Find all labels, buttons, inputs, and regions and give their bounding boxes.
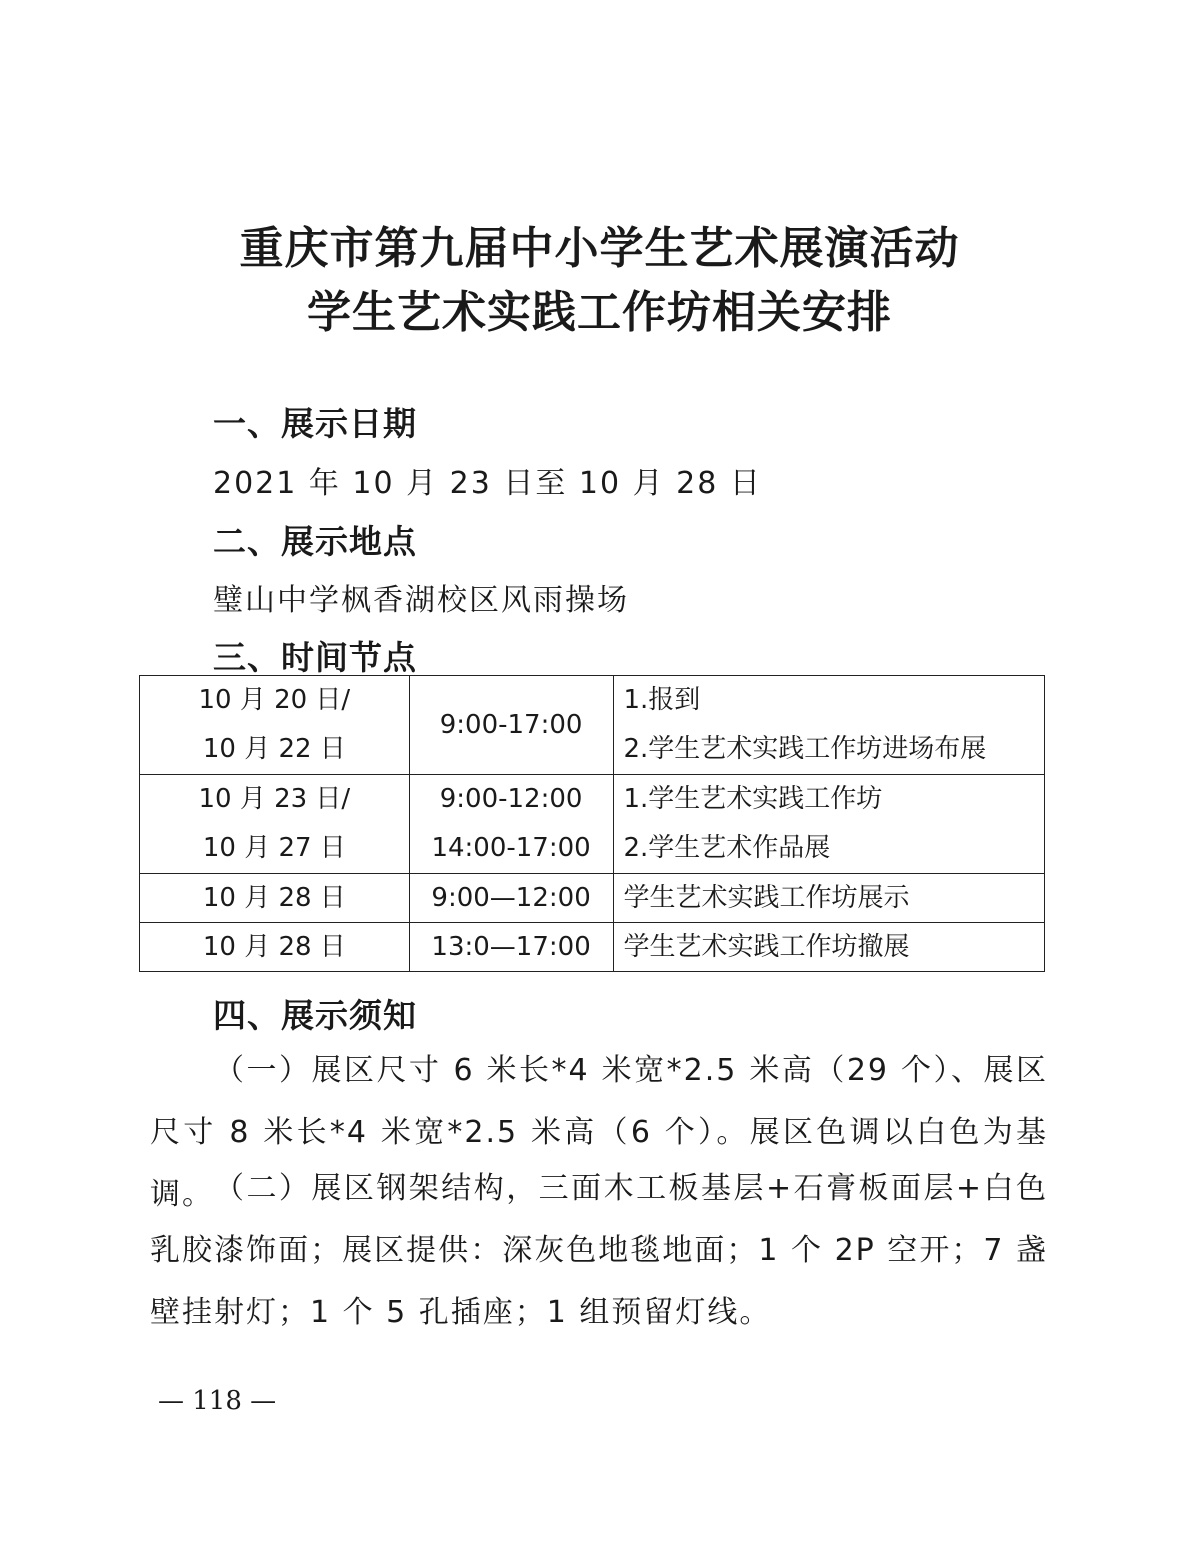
date-line: 10 月 20 日/ [198,685,351,715]
items-cell [613,874,1045,923]
section-2-heading: 二、展示地点 [213,522,417,561]
item-line: 2.学生艺术作品展 [623,833,831,863]
time-cell [409,874,613,923]
time-line: 9:00-17:00 [439,709,583,740]
time-line: 9:00-12:00 [439,784,583,814]
item-line: 学生艺术实践工作坊撤展 [623,932,910,962]
item-line: 学生艺术实践工作坊展示 [623,883,910,913]
date-cell [140,923,410,972]
date-cell [140,676,410,775]
date-cell [140,775,410,874]
items-cell [613,923,1045,972]
date-line: 10 月 27 日 [202,833,346,863]
time-line: 9:00—12:00 [431,883,591,913]
item-line: 2.学生艺术实践工作坊进场布展 [623,734,987,764]
item-line: 1.学生艺术实践工作坊 [623,784,883,814]
section-1-heading: 一、展示日期 [213,404,417,443]
table-row [140,923,1045,972]
document-title-line-2: 学生艺术实践工作坊相关安排 [307,287,892,338]
date-line: 10 月 22 日 [202,734,346,764]
display-date-text: 2021 年 10 月 23 日至 10 月 28 日 [213,466,762,501]
date-line: 10 月 23 日/ [198,784,351,814]
date-line: 10 月 28 日 [202,883,346,913]
table-row [140,775,1045,874]
items-cell [613,775,1045,874]
time-line: 13:0—17:00 [431,932,591,962]
section-4-heading: 四、展示须知 [213,996,417,1035]
item-line: 1.报到 [623,685,701,715]
document-title-line-1: 重庆市第九届中小学生艺术展演活动 [239,223,960,274]
section-3-heading: 三、时间节点 [213,638,417,677]
notice-paragraph-1: （一）展区尺寸 6 米长*4 米宽*2.5 米高（29 个）、展区尺寸 8 米长*4 米宽*2.5 米高（6 个）。展区色调以白色为基调。 [150,1053,1048,1212]
notice-paragraph-2: （二）展区钢架结构，三面木工板基层+石膏板面层+白色乳胶漆饰面；展区提供：深灰色地毯地面；1 个 2P 空开；7 盏壁挂射灯；1 个 5 孔插座；1 组预留灯线。 [150,1171,1048,1330]
time-cell [409,923,613,972]
page-number: — 118 — [158,1386,277,1416]
time-cell [409,676,613,775]
table-row [140,676,1045,775]
time-cell [409,775,613,874]
date-line: 10 月 28 日 [202,932,346,962]
table-row [140,874,1045,923]
display-location-text: 璧山中学枫香湖校区风雨操场 [213,583,629,618]
time-line: 14:00-17:00 [431,833,591,863]
items-cell [613,676,1045,775]
schedule-table [139,675,1045,972]
date-cell [140,874,410,923]
